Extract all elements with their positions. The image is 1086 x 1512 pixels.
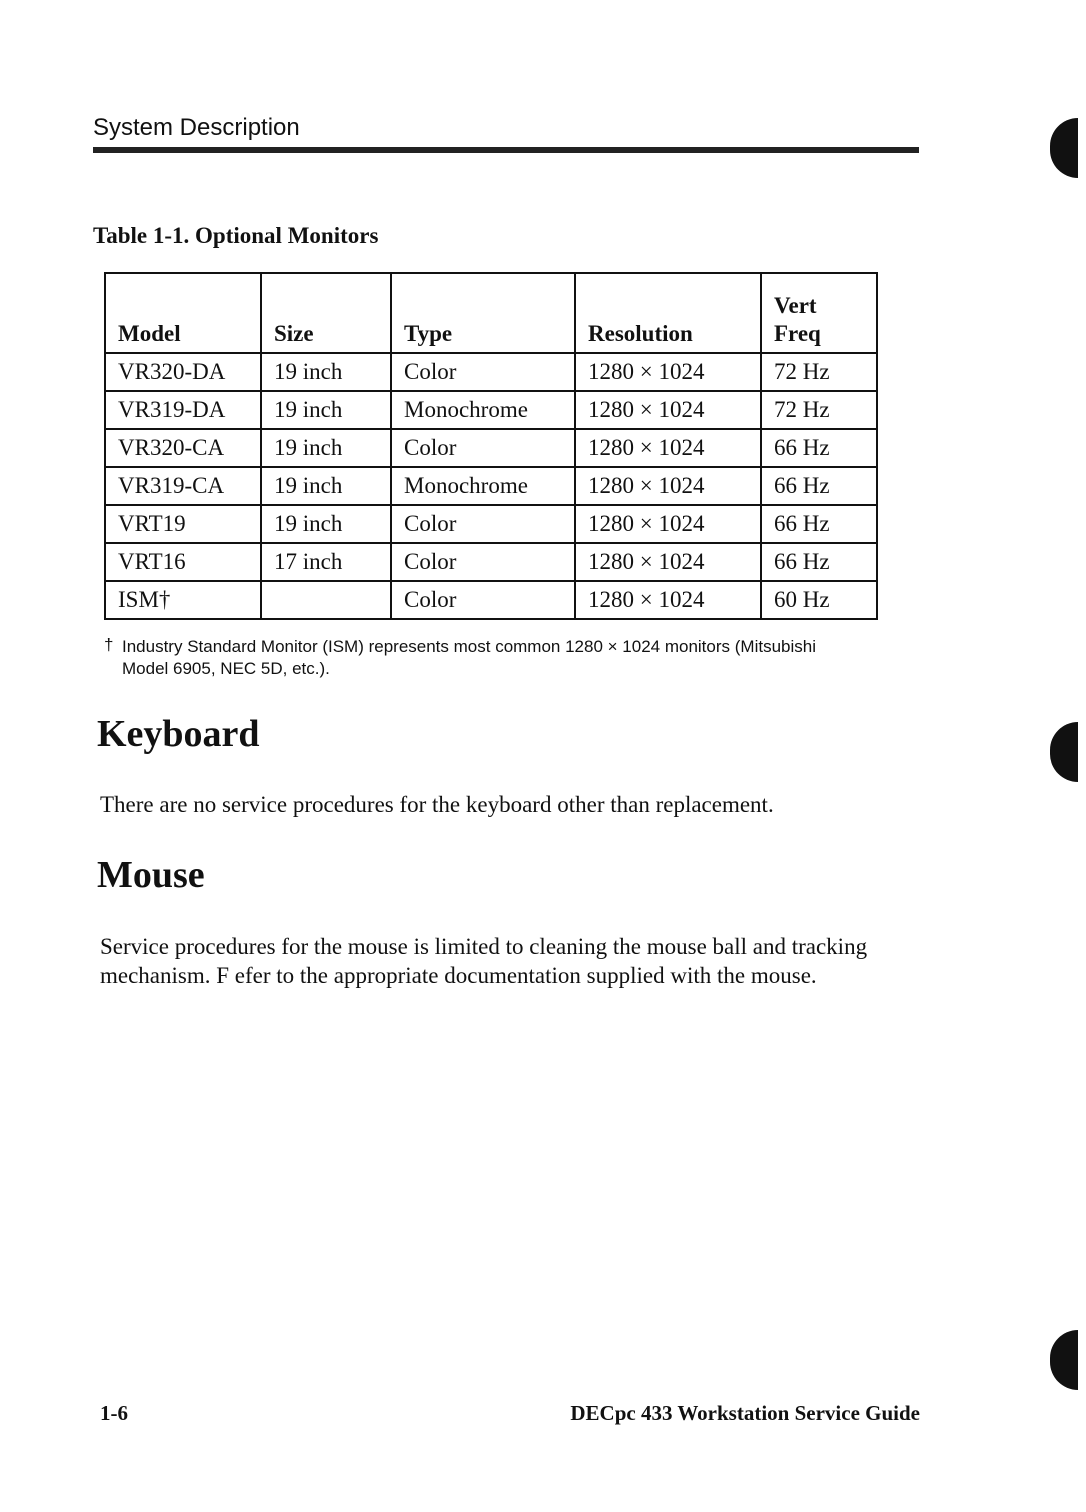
table-cell: 66 Hz <box>761 505 877 543</box>
table-cell: 72 Hz <box>761 391 877 429</box>
table-cell: 1280 × 1024 <box>575 581 761 619</box>
table-cell: ISM† <box>105 581 261 619</box>
running-head: System Description <box>93 114 300 141</box>
table-header-row <box>105 273 877 353</box>
table-cell: 60 Hz <box>761 581 877 619</box>
table-row <box>105 581 877 619</box>
page-number: 1-6 <box>100 1401 128 1425</box>
column-header: Size <box>261 273 391 353</box>
table-cell: Monochrome <box>391 391 575 429</box>
table-footnote <box>104 636 844 680</box>
table-cell <box>261 581 391 619</box>
keyboard-heading: Keyboard <box>97 713 260 755</box>
footnote-mark: † <box>104 635 114 654</box>
table-cell: 1280 × 1024 <box>575 543 761 581</box>
table-cell: 19 inch <box>261 353 391 391</box>
table-cell: Color <box>391 543 575 581</box>
table-cell: VR319-DA <box>105 391 261 429</box>
table-cell: Color <box>391 429 575 467</box>
table-cell: 72 Hz <box>761 353 877 391</box>
column-header: Resolution <box>575 273 761 353</box>
table-cell: 19 inch <box>261 505 391 543</box>
footnote-text: Industry Standard Monitor (ISM) represents most common 1280 × 1024 monitors (Mitsubishi Model 6905, NEC 5D, etc.). <box>122 637 816 678</box>
table-cell: VR320-DA <box>105 353 261 391</box>
table-cell: 1280 × 1024 <box>575 467 761 505</box>
table-cell: 1280 × 1024 <box>575 353 761 391</box>
table-row <box>105 391 877 429</box>
guide-title: DECpc 433 Workstation Service Guide <box>570 1401 920 1425</box>
table-caption: Table 1-1. Optional Monitors <box>93 223 379 248</box>
table-row <box>105 353 877 391</box>
header-rule <box>93 147 919 153</box>
thumb-tab-marker <box>1050 1330 1078 1390</box>
table-row <box>105 543 877 581</box>
table-cell: VRT16 <box>105 543 261 581</box>
table-row <box>105 467 877 505</box>
table-cell: Color <box>391 581 575 619</box>
keyboard-paragraph: There are no service procedures for the keyboard other than replacement. <box>100 792 774 817</box>
table-cell: 19 inch <box>261 429 391 467</box>
column-header: Model <box>105 273 261 353</box>
mouse-paragraph: Service procedures for the mouse is limited to cleaning the mouse ball and tracking mechanism. F efer to the appropriate documentation supplied with the mouse. <box>100 934 868 988</box>
table-cell: VRT19 <box>105 505 261 543</box>
table-cell: Color <box>391 353 575 391</box>
table-cell: 17 inch <box>261 543 391 581</box>
table-row <box>105 505 877 543</box>
mouse-heading: Mouse <box>97 854 205 896</box>
table-cell: VR320-CA <box>105 429 261 467</box>
thumb-tab-marker <box>1050 722 1078 782</box>
table-cell: 1280 × 1024 <box>575 429 761 467</box>
thumb-tab-marker <box>1050 118 1078 178</box>
table-cell: 1280 × 1024 <box>575 391 761 429</box>
column-header: Type <box>391 273 575 353</box>
table-cell: Color <box>391 505 575 543</box>
table-cell: 1280 × 1024 <box>575 505 761 543</box>
table-cell: Monochrome <box>391 467 575 505</box>
monitors-table <box>104 272 878 620</box>
table-cell: 19 inch <box>261 391 391 429</box>
table-cell: 19 inch <box>261 467 391 505</box>
table-cell: 66 Hz <box>761 543 877 581</box>
table-cell: 66 Hz <box>761 429 877 467</box>
table-cell: VR319-CA <box>105 467 261 505</box>
column-header: Vert Freq <box>761 273 877 353</box>
table-row <box>105 429 877 467</box>
table-cell: 66 Hz <box>761 467 877 505</box>
